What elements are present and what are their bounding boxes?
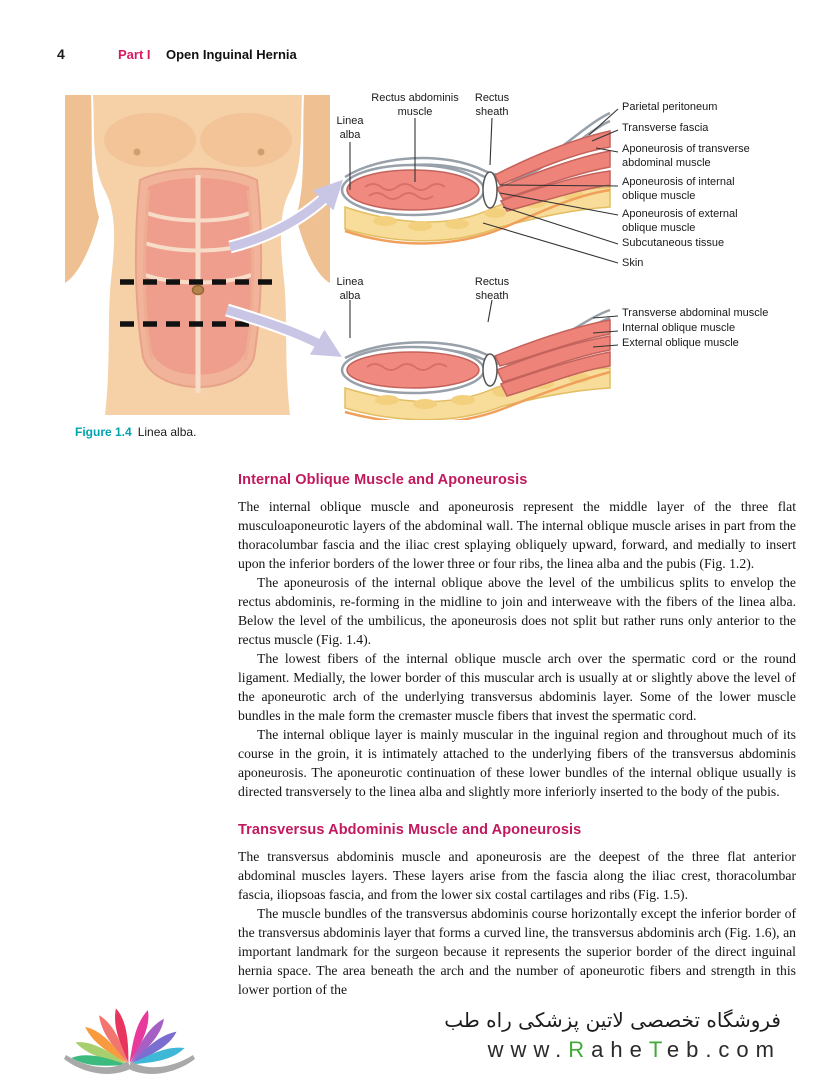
torso-illustration: [65, 95, 330, 415]
label-transverse-abdominal-muscle: Transverse abdominal muscle: [622, 307, 769, 319]
label-external-oblique-muscle: External oblique muscle: [622, 337, 739, 349]
cross-section-below-umbilicus: [342, 310, 610, 420]
part-title: Open Inguinal Hernia: [166, 47, 297, 62]
cross-section-above-umbilicus: [342, 113, 610, 243]
figure-caption-text: Linea alba.: [137, 425, 197, 439]
section-internal-oblique: [238, 472, 796, 801]
paragraph: The aponeurosis of the internal oblique above the level of the umbilicus splits to envelop the rectus abdominis, re-forming in the midline to join and interweave with the fibers of the linea alba. Below the level of the umbilicus, the aponeurosis does not split but rather runs only anterior to the rectus muscle (Fig. 1.4).: [238, 575, 796, 647]
page-number: 4: [57, 46, 65, 62]
section-heading: Internal Oblique Muscle and Aponeurosis: [238, 472, 528, 488]
store-name-persian: فروشگاه تخصصی لاتین پزشکی راه طب: [444, 1008, 781, 1032]
label-internal-oblique-muscle: Internal oblique muscle: [622, 322, 736, 334]
paragraph: The internal oblique muscle and aponeurosis represent the middle layer of the three flat musculoaponeurotic layers of the abdominal wall. The internal oblique muscle arises in part from the thoracolumbar fascia and the iliac crest splaying obliquely upward, forward, and medially to insert upon the inferior borders of the lower three or four ribs, the linea alba and the pubis (Fig. 1.2).: [238, 499, 796, 571]
label-aponeurosis-internal-oblique: Aponeurosis of internal oblique muscle: [622, 176, 735, 202]
url-part: T: [648, 1037, 667, 1062]
footer-branding: [444, 1008, 781, 1063]
url-part: eb.com: [666, 1037, 781, 1062]
url-part: R: [568, 1037, 592, 1062]
label-rectus-abdominis-muscle: Rectus abdominis muscle: [371, 92, 459, 118]
label-parietal-peritoneum: Parietal peritoneum: [622, 101, 718, 113]
paragraph: The muscle bundles of the transversus abdominis course horizontally except the inferior border of the transversus abdominis layer that forms a curved line, the transversus abdominis arch (Fig. 1.6), an important landmark for the surgeon because it represents the superior border of the direct inguinal hernia space. The area beneath the arch and the number of aponeurotic fibers and strength in this lower portion of the: [238, 906, 796, 997]
label-linea-alba-top: Linea alba: [336, 115, 364, 141]
label-aponeurosis-external-oblique: Aponeurosis of external oblique muscle: [622, 208, 738, 234]
paragraph: The transversus abdominis muscle and aponeurosis are the deepest of the three flat anterior abdominal muscles layers. These layers arise from the fascia along the iliac crest, thoracolumbar fascia, iliopsoas fascia, and from the lower six costal cartilages and ribs (Fig. 1.5).: [238, 849, 796, 902]
raheteb-book-logo: [62, 1005, 197, 1077]
label-rectus-sheath-top: Rectus sheath: [474, 92, 510, 118]
section-heading: Transversus Abdominis Muscle and Aponeurosis: [238, 822, 582, 838]
label-subcutaneous-tissue: Subcutaneous tissue: [622, 237, 725, 249]
part-label: Part I: [118, 47, 151, 62]
label-skin: Skin: [622, 257, 644, 269]
website-url: [444, 1037, 781, 1063]
body-text-column: [238, 472, 796, 999]
paragraph: The lowest fibers of the internal oblique muscle arch over the spermatic cord or the round ligament. Medially, the lower border of this muscular arch is usually at or slightly above the level of the aponeurotic arch of the underlying transversus abdominis layer. Some of the lower muscle bundles in the male form the cremaster muscle fibers that invest the spermatic cord.: [238, 651, 796, 723]
figure-caption: [75, 425, 196, 439]
url-part: ahe: [591, 1037, 649, 1062]
paragraph: The internal oblique layer is mainly muscular in the inguinal region and throughout much of its course in the groin, it is intimately attached to the underlying fibers of the transversus abdominis aponeurosis. The aponeurotic continuation of these lower bundles of the internal oblique usually is directed transversely to the linea alba and slightly more inferiorly inserted to the body of the pubis.: [238, 727, 796, 799]
url-part: www.: [487, 1037, 569, 1062]
label-linea-alba-bottom: Linea alba: [336, 276, 364, 302]
label-rectus-sheath-bottom: Rectus sheath: [474, 276, 510, 302]
label-aponeurosis-transverse-abdominal: Aponeurosis of transverse abdominal muscle: [622, 143, 750, 169]
label-transverse-fascia: Transverse fascia: [622, 122, 709, 134]
figure-caption-label: Figure 1.4: [75, 425, 132, 439]
section-transversus-abdominis: [238, 822, 796, 999]
